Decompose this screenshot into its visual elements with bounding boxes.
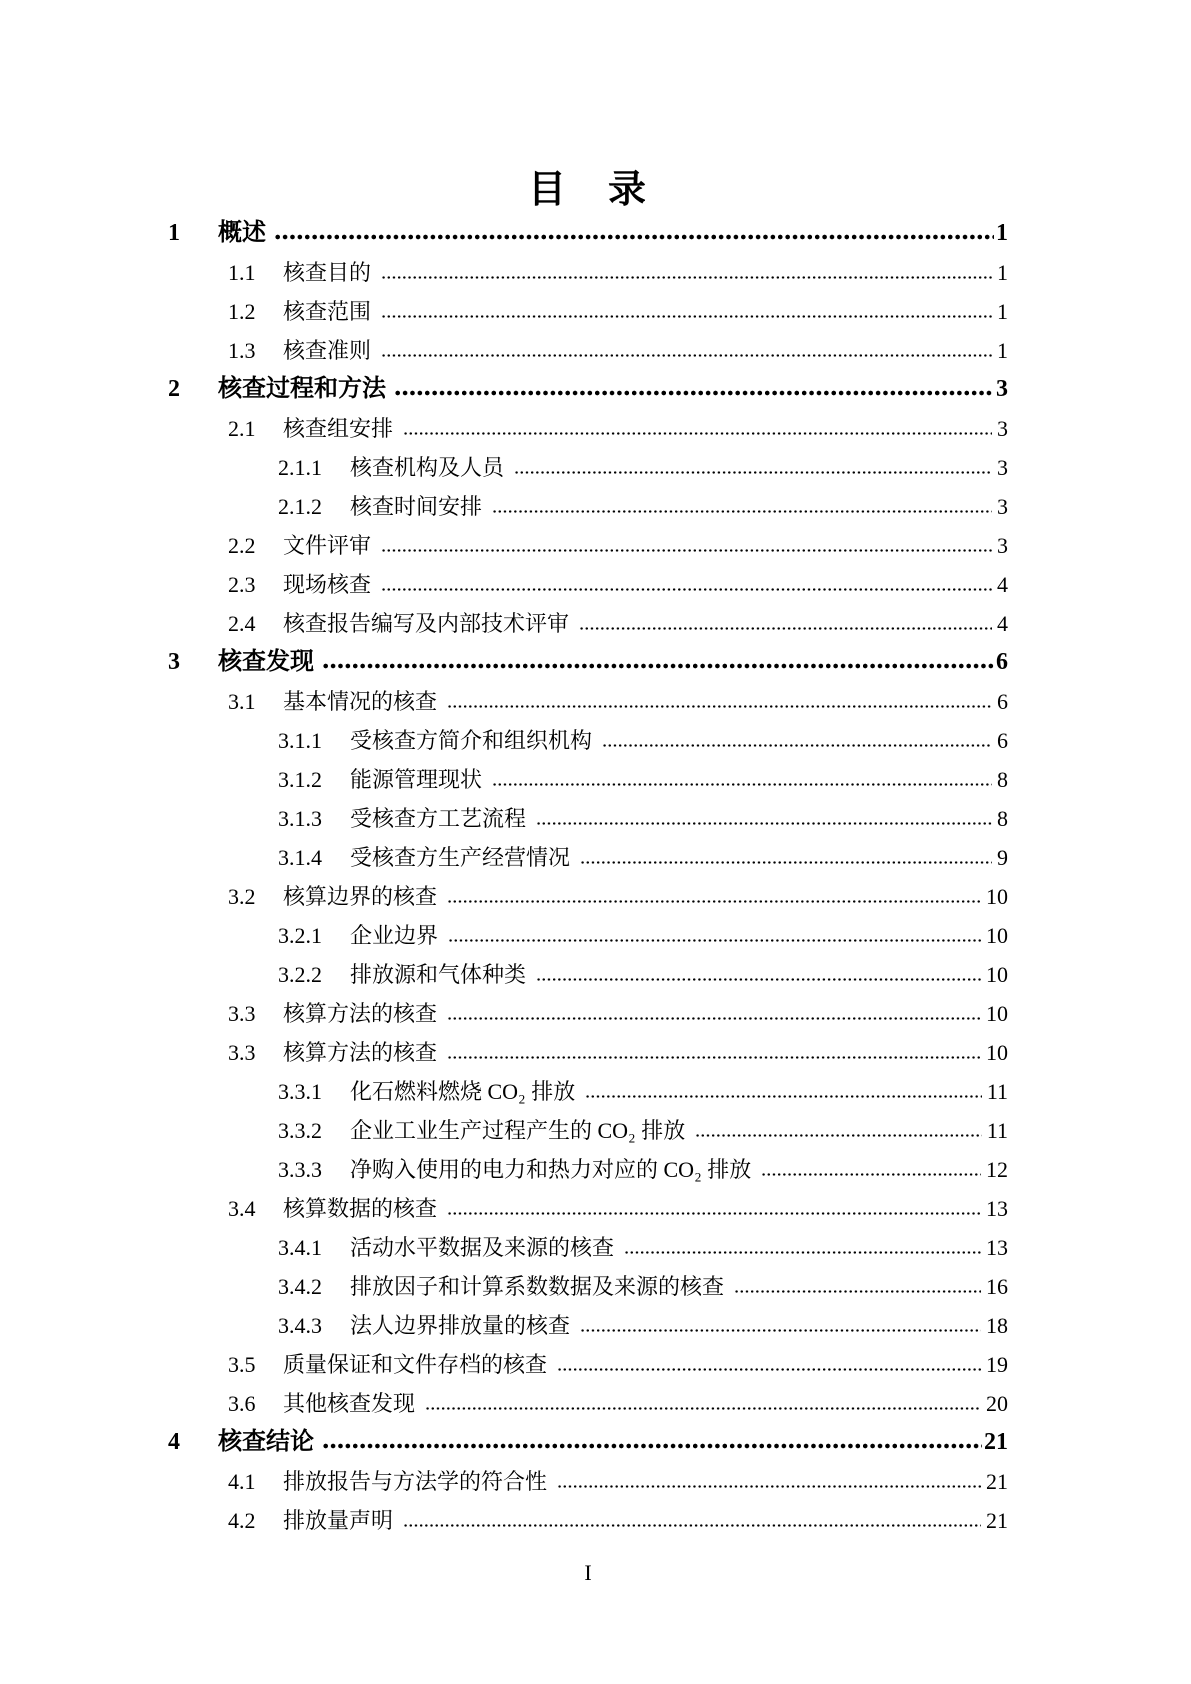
toc-entry-number: 2.1.1 xyxy=(278,455,322,480)
toc-entry-label: 核查范围 xyxy=(283,299,372,324)
toc-entry-number: 2.2 xyxy=(228,533,256,558)
toc-entry-label: 排放因子和计算系数数据及来源的核查 xyxy=(350,1274,725,1299)
toc-entry-number: 1.1 xyxy=(228,260,256,285)
toc-leader-dots xyxy=(761,1170,981,1177)
toc-entry-label: 基本情况的核查 xyxy=(283,689,438,714)
toc-entry-page: 4 xyxy=(997,572,1008,597)
toc-entry-number: 2.1 xyxy=(228,416,256,441)
toc-entry-label: 企业边界 xyxy=(350,923,439,948)
toc-entry xyxy=(168,1306,1008,1345)
toc-entry xyxy=(168,760,1008,799)
toc-entry-page: 16 xyxy=(986,1274,1008,1299)
toc-entry-number: 3.1.4 xyxy=(278,845,322,870)
toc-entry xyxy=(168,1033,1008,1072)
toc-entry xyxy=(168,526,1008,565)
toc-entry-label: 核算边界的核查 xyxy=(283,884,438,909)
toc-entry-number: 3.5 xyxy=(228,1352,256,1377)
toc-entry-number: 3.1.1 xyxy=(278,728,322,753)
toc-entry-number: 1 xyxy=(168,220,180,246)
toc-entry xyxy=(168,1189,1008,1228)
toc-entry-label: 企业工业生产过程产生的 CO₂ 排放 xyxy=(350,1118,686,1143)
toc-leader-dots xyxy=(492,507,992,514)
toc-entry-page: 19 xyxy=(986,1352,1008,1377)
toc-entry-page: 8 xyxy=(997,767,1008,792)
toc-leader-dots xyxy=(536,819,992,826)
toc-entry-page: 1 xyxy=(996,220,1008,246)
toc-entry-number: 3.3 xyxy=(228,1040,256,1065)
toc-entry-label: 其他核查发现 xyxy=(283,1391,416,1416)
toc-entry xyxy=(168,1150,1008,1189)
toc-entry-label: 核查组安排 xyxy=(283,416,394,441)
toc-entry-label: 核算数据的核查 xyxy=(283,1196,438,1221)
toc-entry-number: 2.1.2 xyxy=(278,494,322,519)
toc-leader-dots xyxy=(580,858,992,865)
toc-entry xyxy=(168,1384,1008,1423)
toc-entry-page: 11 xyxy=(986,1118,1008,1143)
toc-entry-label: 核查目的 xyxy=(283,260,372,285)
toc-entry-label: 法人边界排放量的核查 xyxy=(350,1313,571,1338)
toc-entry-number: 3.3.1 xyxy=(278,1079,322,1104)
toc-leader-dots xyxy=(381,351,992,358)
toc-entry-page: 10 xyxy=(986,923,1008,948)
toc-entry xyxy=(168,565,1008,604)
toc-entry xyxy=(168,1111,1008,1150)
toc-entry xyxy=(168,448,1008,487)
toc-leader-dots xyxy=(624,1248,981,1255)
toc-leader-dots xyxy=(579,624,992,631)
toc-entry-number: 3.3.3 xyxy=(278,1157,322,1182)
toc-leader-dots xyxy=(425,1404,981,1411)
toc-leader-dots xyxy=(580,1326,981,1333)
toc-leader-dots xyxy=(394,388,994,396)
toc-entry-label: 净购入使用的电力和热力对应的 CO₂ 排放 xyxy=(350,1157,752,1182)
toc-entry-page: 18 xyxy=(986,1313,1008,1338)
toc-leader-dots xyxy=(602,741,992,748)
toc-entry-number: 4.1 xyxy=(228,1469,256,1494)
toc-leader-dots xyxy=(557,1482,981,1489)
toc-entry-page: 20 xyxy=(986,1391,1008,1416)
toc-leader-dots xyxy=(695,1131,982,1138)
toc-entry-label: 能源管理现状 xyxy=(350,767,483,792)
toc-entry-label: 受核查方简介和组织机构 xyxy=(350,728,593,753)
toc-list xyxy=(168,214,1008,1540)
toc-leader-dots xyxy=(322,1441,982,1449)
toc-leader-dots xyxy=(381,312,992,319)
toc-entry xyxy=(168,799,1008,838)
toc-entry-page: 4 xyxy=(997,611,1008,636)
toc-leader-dots xyxy=(448,936,981,943)
toc-leader-dots xyxy=(322,661,994,669)
toc-entry-number: 3.3 xyxy=(228,1001,256,1026)
toc-leader-dots xyxy=(734,1287,981,1294)
toc-entry xyxy=(168,604,1008,643)
toc-entry-page: 21 xyxy=(986,1508,1008,1533)
toc-entry xyxy=(168,1267,1008,1306)
toc-entry-page: 12 xyxy=(986,1157,1008,1182)
toc-leader-dots xyxy=(536,975,981,982)
toc-entry-number: 3.4.2 xyxy=(278,1274,322,1299)
toc-entry-page: 6 xyxy=(996,649,1008,675)
toc-entry xyxy=(168,877,1008,916)
toc-entry-label: 质量保证和文件存档的核查 xyxy=(283,1352,548,1377)
toc-entry-label: 概述 xyxy=(218,220,266,246)
toc-entry-page: 1 xyxy=(997,338,1008,363)
toc-entry-page: 11 xyxy=(986,1079,1008,1104)
toc-leader-dots xyxy=(514,468,992,475)
toc-entry-number: 3.4.1 xyxy=(278,1235,322,1260)
toc-entry-page: 13 xyxy=(986,1235,1008,1260)
toc-leader-dots xyxy=(447,702,992,709)
toc-entry-label: 核查机构及人员 xyxy=(350,455,505,480)
toc-entry-label: 排放量声明 xyxy=(283,1508,394,1533)
toc-leader-dots xyxy=(381,273,992,280)
toc-entry xyxy=(168,1345,1008,1384)
toc-entry-page: 21 xyxy=(984,1429,1008,1455)
toc-entry-number: 3.4 xyxy=(228,1196,256,1221)
toc-entry-label: 排放报告与方法学的符合性 xyxy=(283,1469,548,1494)
toc-leader-dots xyxy=(557,1365,981,1372)
toc-entry-page: 9 xyxy=(997,845,1008,870)
toc-entry-page: 3 xyxy=(997,416,1008,441)
toc-entry-label: 核查时间安排 xyxy=(350,494,483,519)
toc-entry-label: 受核查方工艺流程 xyxy=(350,806,527,831)
toc-entry xyxy=(168,370,1008,409)
toc-entry-page: 3 xyxy=(997,494,1008,519)
toc-entry-number: 2.4 xyxy=(228,611,256,636)
toc-entry xyxy=(168,916,1008,955)
toc-entry-page: 10 xyxy=(986,1001,1008,1026)
toc-entry-label: 现场核查 xyxy=(283,572,372,597)
toc-leader-dots xyxy=(403,1521,981,1528)
toc-entry-number: 2.3 xyxy=(228,572,256,597)
toc-entry xyxy=(168,409,1008,448)
toc-entry xyxy=(168,721,1008,760)
toc-entry-page: 10 xyxy=(986,1040,1008,1065)
toc-entry-label: 核算方法的核查 xyxy=(283,1001,438,1026)
toc-entry-page: 6 xyxy=(997,728,1008,753)
toc-entry-page: 3 xyxy=(996,376,1008,402)
toc-entry-label: 核查过程和方法 xyxy=(218,376,386,402)
toc-leader-dots xyxy=(447,897,981,904)
toc-entry-page: 13 xyxy=(986,1196,1008,1221)
toc-entry-number: 3.1.3 xyxy=(278,806,322,831)
toc-entry xyxy=(168,1228,1008,1267)
toc-entry-number: 3.3.2 xyxy=(278,1118,322,1143)
toc-entry-number: 3.4.3 xyxy=(278,1313,322,1338)
toc-entry-number: 3.1 xyxy=(228,689,256,714)
toc-entry-label: 核查结论 xyxy=(218,1429,314,1455)
toc-entry-page: 8 xyxy=(997,806,1008,831)
toc-entry xyxy=(168,1462,1008,1501)
toc-entry-page: 1 xyxy=(997,299,1008,324)
toc-entry-number: 3.2.1 xyxy=(278,923,322,948)
toc-entry-number: 3.6 xyxy=(228,1391,256,1416)
toc-entry xyxy=(168,682,1008,721)
toc-leader-dots xyxy=(492,780,992,787)
toc-entry-number: 1.3 xyxy=(228,338,256,363)
toc-entry xyxy=(168,214,1008,253)
toc-entry-label: 化石燃料燃烧 CO₂ 排放 xyxy=(350,1079,576,1104)
toc-leader-dots xyxy=(447,1053,981,1060)
toc-entry-number: 3.2.2 xyxy=(278,962,322,987)
toc-leader-dots xyxy=(381,546,992,553)
page-title: 目 录 xyxy=(527,169,648,211)
toc-entry xyxy=(168,955,1008,994)
toc-entry-label: 核查准则 xyxy=(283,338,372,363)
toc-entry-number: 3.1.2 xyxy=(278,767,322,792)
toc-entry-page: 3 xyxy=(997,455,1008,480)
toc-entry-label: 核查发现 xyxy=(218,649,314,675)
toc-entry-label: 受核查方生产经营情况 xyxy=(350,845,571,870)
toc-entry-label: 排放源和气体种类 xyxy=(350,962,527,987)
toc-entry xyxy=(168,1423,1008,1462)
toc-entry xyxy=(168,487,1008,526)
toc-entry-number: 1.2 xyxy=(228,299,256,324)
toc-leader-dots xyxy=(403,429,992,436)
toc-entry-page: 1 xyxy=(997,260,1008,285)
toc-entry xyxy=(168,1072,1008,1111)
toc-entry-label: 文件评审 xyxy=(283,533,372,558)
toc-entry-page: 10 xyxy=(986,884,1008,909)
toc-entry-page: 6 xyxy=(997,689,1008,714)
toc-entry-number: 3 xyxy=(168,649,180,675)
toc-leader-dots xyxy=(447,1209,981,1216)
toc-entry-number: 2 xyxy=(168,376,180,402)
toc-entry-page: 21 xyxy=(986,1469,1008,1494)
toc-leader-dots xyxy=(585,1092,982,1099)
toc-entry-page: 10 xyxy=(986,962,1008,987)
toc-entry-number: 4 xyxy=(168,1429,180,1455)
footer-page-number: I xyxy=(584,1560,592,1585)
toc-entry xyxy=(168,994,1008,1033)
toc-entry-page: 3 xyxy=(997,533,1008,558)
toc-entry xyxy=(168,643,1008,682)
toc-leader-dots xyxy=(381,585,992,592)
toc-entry xyxy=(168,331,1008,370)
toc-leader-dots xyxy=(447,1014,981,1021)
toc-entry xyxy=(168,253,1008,292)
toc-entry-number: 3.2 xyxy=(228,884,256,909)
toc-entry xyxy=(168,292,1008,331)
toc-entry-label: 核算方法的核查 xyxy=(283,1040,438,1065)
toc-leader-dots xyxy=(274,232,994,240)
toc-entry xyxy=(168,1501,1008,1540)
toc-entry-label: 活动水平数据及来源的核查 xyxy=(350,1235,615,1260)
toc-entry xyxy=(168,838,1008,877)
toc-entry-label: 核查报告编写及内部技术评审 xyxy=(283,611,570,636)
toc-entry-number: 4.2 xyxy=(228,1508,256,1533)
